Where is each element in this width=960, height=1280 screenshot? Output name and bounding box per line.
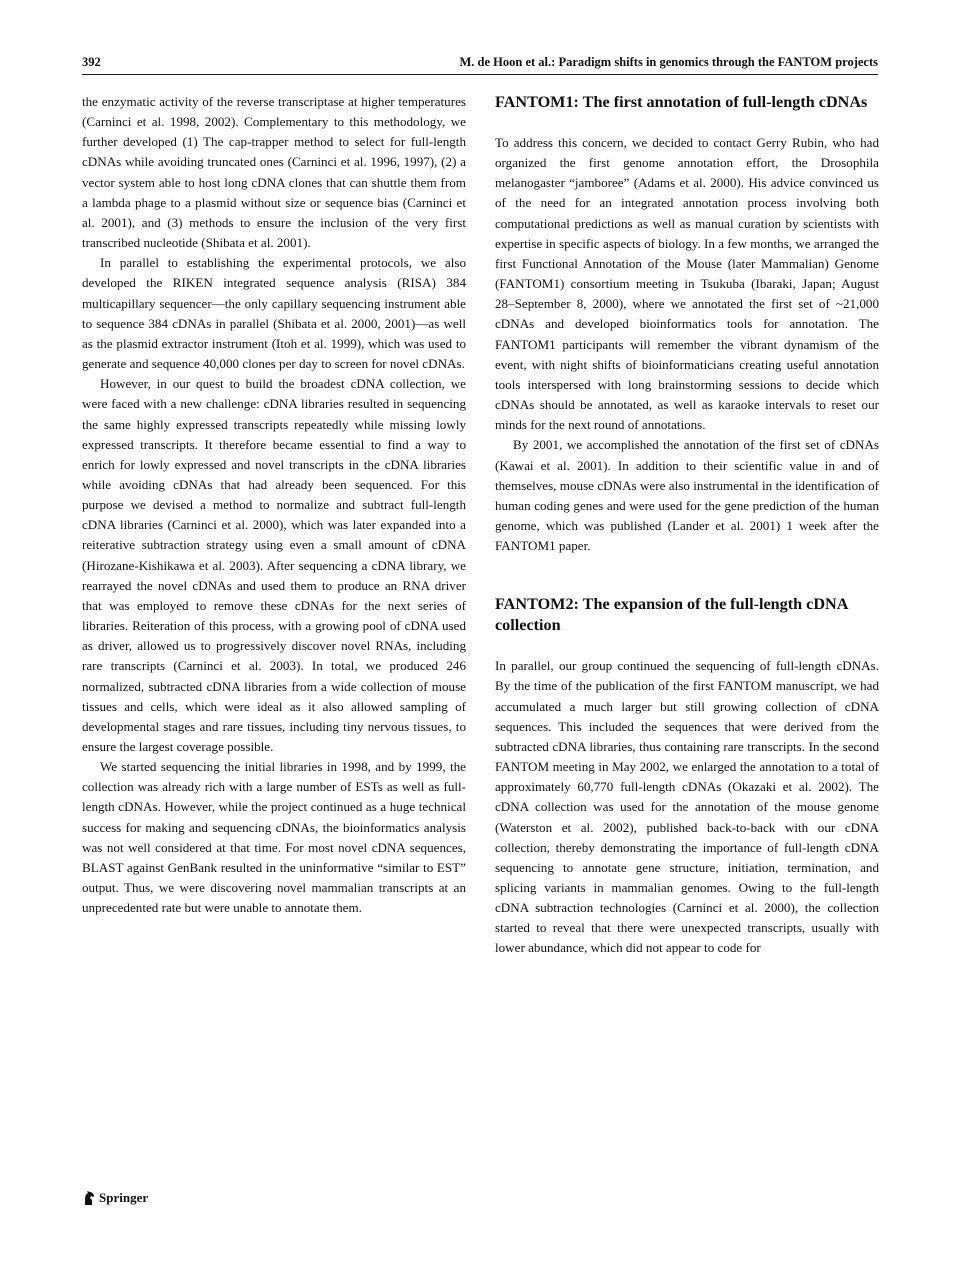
running-title: M. de Hoon et al.: Paradigm shifts in genomics through the FANTOM projects xyxy=(459,55,878,69)
section-heading-fantom1: FANTOM1: The first annotation of full-length cDNAs xyxy=(495,93,868,111)
paragraph: In parallel to establishing the experimental protocols, we also developed the RIKEN integrated sequence analysis (RISA) 384 multicapillary sequencer—the only capillary sequencing instrument able to sequence 384 cDNAs in parallel (Shibata et al. 2000, 2001)—as well as the plasmid extractor instrument (Itoh et al. 1999), which was used to generate and sequence 40,000 clones per day to screen for novel cDNAs. xyxy=(82,255,466,372)
paragraph: However, in our quest to build the broadest cDNA collection, we were faced with a new challenge: cDNA libraries resulted in sequencing the same highly expressed transcripts repeatedly while missing lowly expressed transcripts. It therefore became essential to find a way to enrich for lowly expressed and novel transcripts in the cDNA libraries while avoiding cDNAs that had already been sequenced. For this purpose we devised a method to normalize and subtract full-length cDNA libraries (Carninci et al. 2000), which was later expanded into a reiterative subtraction strategy using even a small amount of cDNA (Hirozane-Kishikawa et al. 2003). After sequencing a cDNA library, we rearrayed the novel cDNAs and used them to produce an RNA driver that was employed to remove these cDNAs for the next series of libraries. Reiteration of this process, with a growing pool of cDNA used as driver, allowed us to progressively discover novel RNAs, including rare transcripts (Carninci et al. 2003). In total, we produced 246 normalized, subtracted cDNA libraries from a wide collection of mouse tissues and cells, which were ideal as it also allowed sampling of developmental stages and rare tissues, including tiny nervous tissues, to ensure the largest coverage possible. xyxy=(82,376,466,754)
paragraph: To address this concern, we decided to contact Gerry Rubin, who had organized the first genome annotation effort, the Drosophila melanogaster “jamboree” (Adams et al. 2000). His advice convinced us of the need for an integrated annotation process involving both computational predictions as well as manual curation by scientists with expertise in specific aspects of biology. In a few months, we arranged the first Functional Annotation of the Mouse (later Mammalian) Genome (FANTOM1) consortium meeting in Tsukuba (Ibaraki, Japan; August 28–September 8, 2000), where we annotated the first set of ~21,000 cDNAs and developed bioinformatics tools for annotation. The FANTOM1 participants will remember the vibrant dynamism of the event, with night shifts of bioinformaticians creating useful annotation tools interspersed with long brainstorming sessions to decide which cDNAs should be annotated, as well as karaoke intervals to reset our minds for the next round of annotations. xyxy=(495,135,879,433)
paragraph: We started sequencing the initial libraries in 1998, and by 1999, the collection was already rich with a large number of ESTs as well as full-length cDNAs. However, while the project continued as a huge technical success for making and sequencing cDNAs, the bioinformatics analysis was not well considered at that time. For most novel cDNA sequences, BLAST against GenBank resulted in the uninformative “similar to EST” output. Thus, we were discovering novel mammalian transcripts at an unprecedented rate but were unable to annotate them. xyxy=(82,759,466,916)
paragraph: the enzymatic activity of the reverse transcriptase at higher temperatures (Carninci et al. 1998, 2002). Complementary to this methodology, we further developed (1) The cap-trapper method to select for full-length cDNAs while avoiding truncated ones (Carninci et al. 1996, 1997), (2) a vector system able to host long cDNA clones that can shuttle them from a lambda phage to a plasmid without size or sequence bias (Carninci et al. 2001), and (3) methods to ensure the inclusion of the very first transcribed nucleotide (Shibata et al. 2001). xyxy=(82,94,466,251)
springer-horse-icon xyxy=(82,1190,96,1206)
page-footer xyxy=(82,1186,148,1210)
header-rule xyxy=(82,74,878,75)
section-spacer xyxy=(495,556,879,594)
paragraph: By 2001, we accomplished the annotation of the first set of cDNAs (Kawai et al. 2001). In addition to their scientific value in and of themselves, mouse cDNAs were also instrumental in the identification of human coding genes and were used for the gene prediction of the human genome, which was published (Lander et al. 2001) 1 week after the FANTOM1 paper. xyxy=(495,437,879,554)
left-column xyxy=(82,92,466,918)
right-column xyxy=(495,92,879,959)
section-heading-fantom2: FANTOM2: The expansion of the full-length cDNA collection xyxy=(495,595,848,635)
paragraph: In parallel, our group continued the sequencing of full-length cDNAs. By the time of the publication of the first FANTOM manuscript, we had accumulated a much larger but still growing collection of cDNA sequences. This included the sequences that were derived from the subtracted cDNA libraries, thus containing rare transcripts. In the second FANTOM meeting in May 2002, we enlarged the annotation to a total of approximately 60,770 full-length cDNAs (Okazaki et al. 2002). The cDNA collection was used for the annotation of the mouse genome (Waterston et al. 2002), published back-to-back with our cDNA collection, thereby demonstrating the importance of full-length cDNA sequencing to annotate gene structure, initiation, termination, and splicing variants in mammalian genomes. Owing to the full-length cDNA subtraction technologies (Carninci et al. 2000), the collection started to reveal that there were unexpected transcripts, usually with lower abundance, which did not appear to code for xyxy=(495,658,879,956)
publisher-name: Springer xyxy=(99,1190,149,1205)
running-header xyxy=(82,52,878,72)
page-number: 392 xyxy=(82,55,101,69)
